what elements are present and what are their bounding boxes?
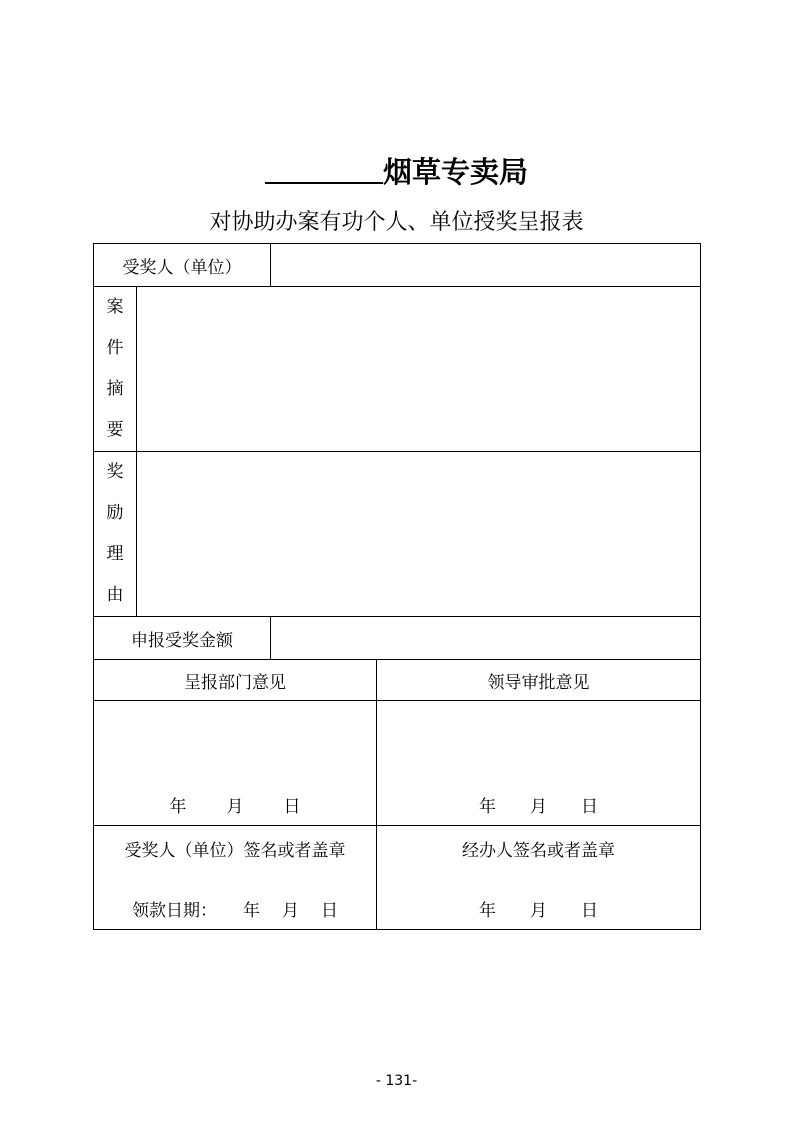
recipient-field[interactable] <box>271 244 701 287</box>
case-summary-label: 案 件 摘 要 <box>94 287 137 452</box>
dept-opinion-date: 年 月 日 <box>169 797 301 817</box>
collection-date: 领款日期： 年 月 日 <box>132 901 338 921</box>
dept-opinion-label: 呈报部门意见 <box>94 660 377 701</box>
page-subtitle: 对协助办案有功个人、单位授奖呈报表 <box>209 210 584 235</box>
opinion-header-row <box>94 660 701 701</box>
recipient-signature-field[interactable] <box>94 826 377 930</box>
reward-reason-label: 奖 励 理 由 <box>94 452 137 617</box>
case-summary-row <box>94 287 701 452</box>
leader-approval-field[interactable] <box>377 701 701 826</box>
title-text: 烟草专卖局 <box>382 155 528 189</box>
handler-signature-label: 经办人签名或者盖章 <box>462 841 615 861</box>
award-report-form <box>93 243 701 930</box>
title-blank-line[interactable] <box>265 152 383 184</box>
page-number: - 131- <box>375 1073 418 1089</box>
handler-signature-field[interactable] <box>377 826 701 930</box>
reward-reason-field[interactable] <box>137 452 701 617</box>
leader-approval-label: 领导审批意见 <box>377 660 701 701</box>
page-title <box>0 150 793 194</box>
signature-row <box>94 826 701 930</box>
recipient-signature-label: 受奖人（单位）签名或者盖章 <box>124 841 346 861</box>
amount-row <box>94 617 701 660</box>
opinion-body-row <box>94 701 701 826</box>
dept-opinion-field[interactable] <box>94 701 377 826</box>
case-summary-field[interactable] <box>137 287 701 452</box>
recipient-row <box>94 244 701 287</box>
amount-field[interactable] <box>271 617 701 660</box>
amount-label: 申报受奖金额 <box>94 617 271 660</box>
leader-approval-date: 年 月 日 <box>479 797 598 817</box>
recipient-label: 受奖人（单位） <box>94 244 271 287</box>
handler-signature-date: 年 月 日 <box>479 901 598 921</box>
reward-reason-row <box>94 452 701 617</box>
